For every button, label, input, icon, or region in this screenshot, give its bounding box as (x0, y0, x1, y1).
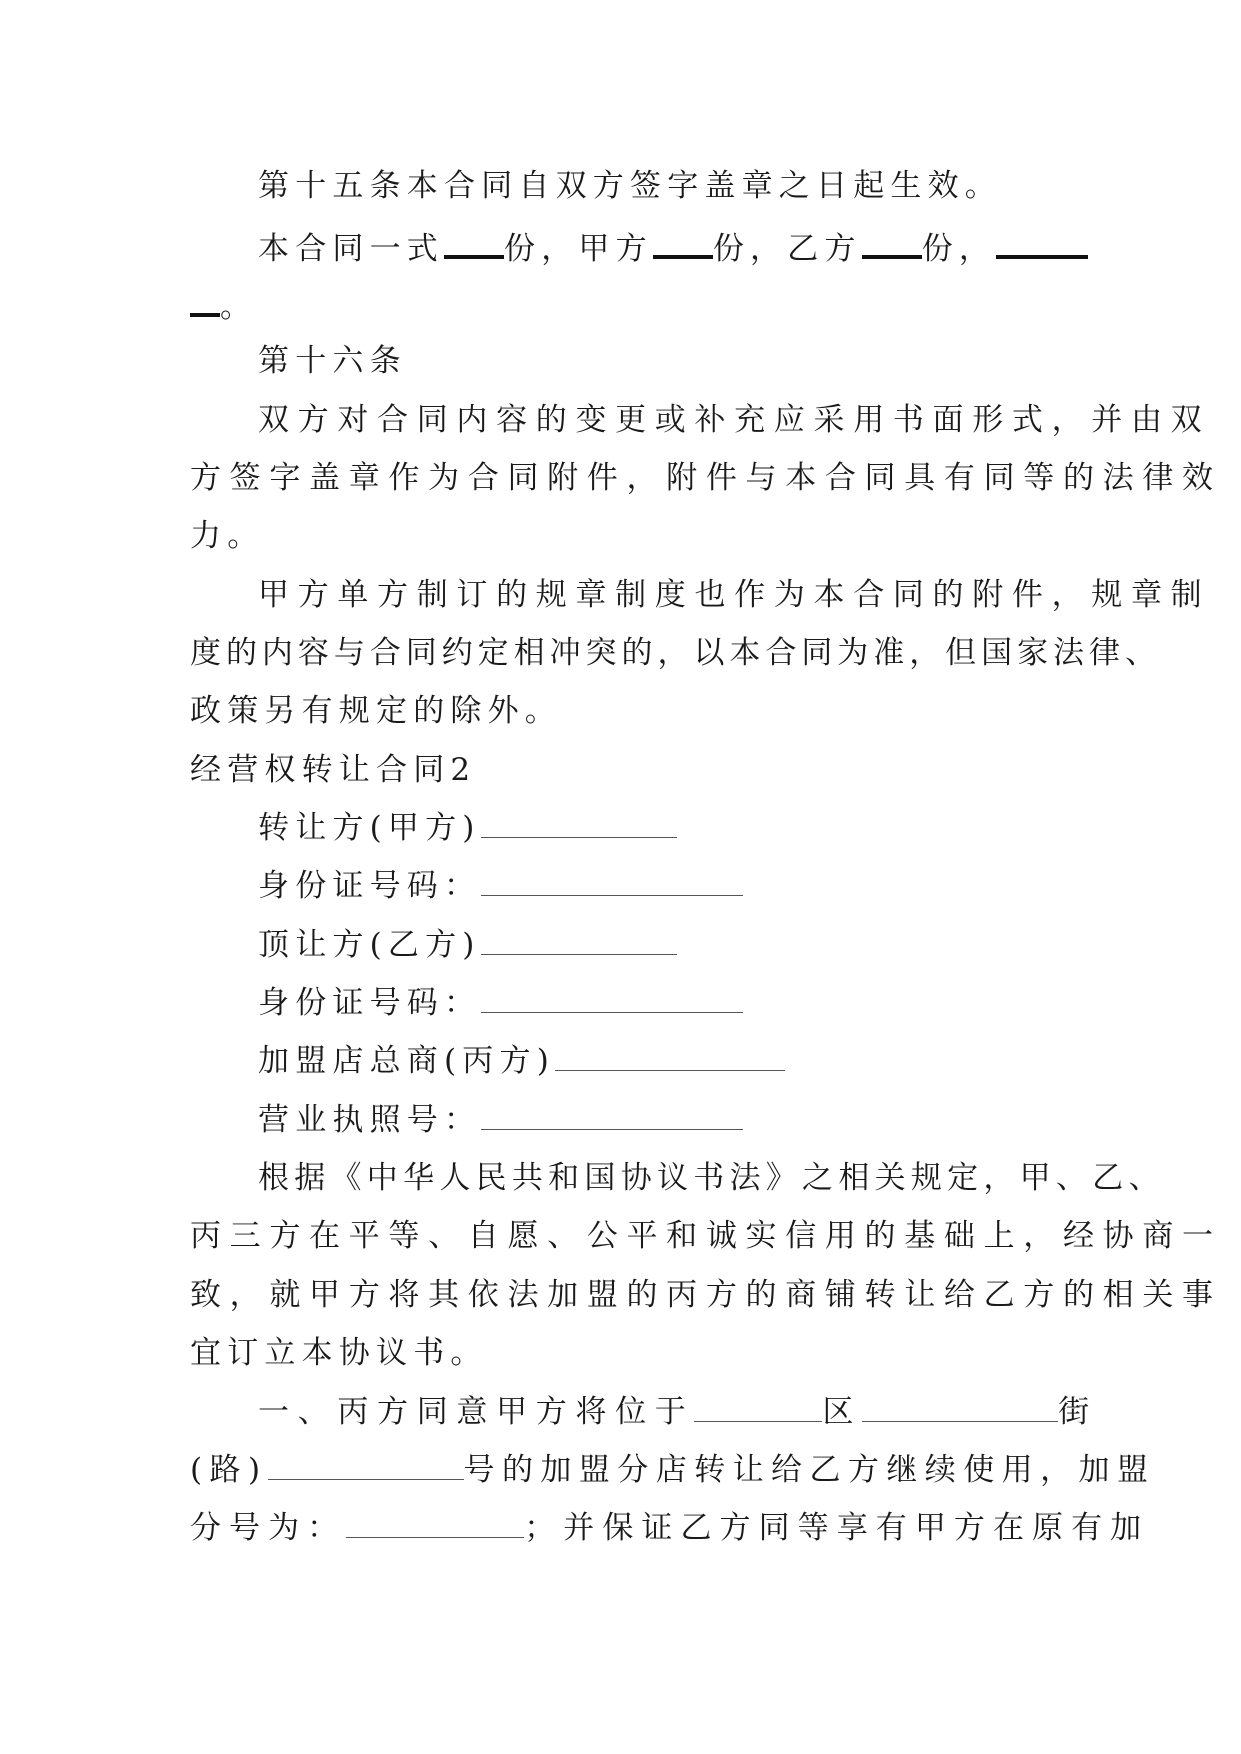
copies-text-a: 本合同一式 (258, 231, 444, 267)
clause1-text-c: 街 (1058, 1394, 1098, 1430)
contract-2-title: 经营权转让合同2 (190, 752, 477, 788)
clause1-line3 (190, 1510, 1150, 1546)
id-number-blank-1[interactable] (481, 873, 743, 896)
copies-tail: 。 (220, 289, 258, 325)
party-a-copies-blank[interactable] (653, 229, 713, 259)
clause1-line2 (190, 1452, 1156, 1488)
license-field (258, 1102, 743, 1138)
clause1-text-d: (路) (190, 1452, 268, 1488)
article-16: 第十六条 (258, 343, 407, 379)
branch-number-blank[interactable] (346, 1515, 524, 1538)
franchisor-blank[interactable] (555, 1048, 785, 1071)
transferee-label: 顶让方(乙方) (258, 927, 481, 963)
para1-line2: 方签字盖章作为合同附件，附件与本合同具有同等的法律效 (190, 460, 1222, 496)
para2-line1: 甲方单方制订的规章制度也作为本合同的附件，规章制 (258, 577, 1211, 613)
clause1-line1 (258, 1394, 1098, 1430)
copies-text-c: 份，乙方 (712, 231, 862, 267)
clause1-text-a: 一、丙方同意甲方将位于 (258, 1394, 695, 1430)
para1-line3: 力。 (190, 518, 265, 554)
clause1-text-b: 区 (822, 1394, 863, 1430)
number-blank[interactable] (268, 1457, 464, 1480)
copies-extra-blank[interactable] (996, 229, 1088, 259)
para1-line1: 双方对合同内容的变更或补充应采用书面形式，并由双 (258, 402, 1211, 438)
transferor-label: 转让方(甲方) (258, 810, 481, 846)
copies-extra-blank-cont[interactable] (190, 287, 220, 317)
franchisor-label: 加盟店总商(丙方) (258, 1043, 555, 1079)
copies-line-cont (190, 287, 257, 323)
id-number-blank-2[interactable] (481, 990, 743, 1013)
para3-line2: 丙三方在平等、自愿、公平和诚实信用的基础上，经协商一 (190, 1218, 1222, 1254)
transferor-field (258, 810, 677, 846)
license-blank[interactable] (481, 1107, 743, 1130)
clause1-text-e: 号的加盟分店转让给乙方继续使用，加盟 (463, 1452, 1156, 1488)
copies-text-b: 份，甲方 (504, 231, 653, 267)
clause1-text-f: 分号为： (190, 1510, 347, 1546)
para3-line1: 根据《中华人民共和国协议书法》之相关规定，甲、乙、 (258, 1160, 1165, 1196)
para3-line4: 宜订立本协议书。 (190, 1335, 488, 1371)
transferee-blank[interactable] (481, 932, 677, 955)
copies-text-d: 份， (921, 231, 997, 267)
district-blank[interactable] (694, 1399, 822, 1422)
id-number-label-2: 身份证号码： (258, 985, 482, 1021)
transferor-blank[interactable] (481, 815, 677, 838)
street-blank[interactable] (862, 1399, 1058, 1422)
article-15: 第十五条本合同自双方签字盖章之日起生效。 (258, 168, 1002, 204)
id-number-field-2 (258, 985, 743, 1021)
party-b-copies-blank[interactable] (862, 229, 922, 259)
para3-line3: 致，就甲方将其依法加盟的丙方的商铺转让给乙方的相关事 (190, 1277, 1222, 1313)
license-label: 营业执照号： (258, 1102, 482, 1138)
copies-total-blank[interactable] (444, 229, 504, 259)
para2-line3: 政策另有规定的除外。 (190, 693, 562, 729)
id-number-label-1: 身份证号码： (258, 868, 482, 904)
transferee-field (258, 927, 677, 963)
id-number-field-1 (258, 868, 743, 904)
clause1-text-g: ；并保证乙方同等享有甲方在原有加 (524, 1510, 1150, 1546)
copies-line (258, 229, 1088, 265)
franchisor-field (258, 1043, 785, 1079)
para2-line2: 度的内容与合同约定相冲突的，以本合同为准，但国家法律、 (190, 635, 1161, 671)
